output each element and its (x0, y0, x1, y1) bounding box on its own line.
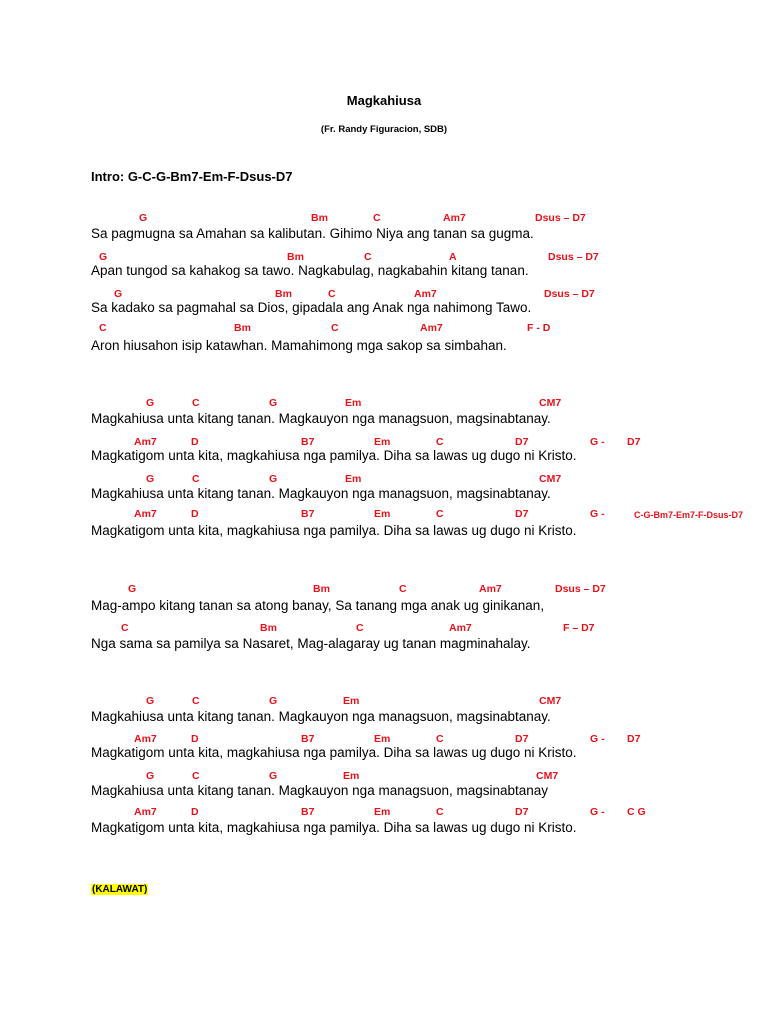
chord: C (99, 322, 107, 334)
chord: Am7 (134, 806, 157, 818)
chord: D7 (627, 733, 641, 745)
chord-line (0, 583, 768, 597)
lyric-line: Magkahiusa unta kitang tanan. Magkauyon nga managsuon, magsinabtanay. (91, 486, 551, 501)
chord: C (364, 251, 372, 263)
chord-line (0, 508, 768, 522)
chord: C (436, 436, 444, 448)
chord: Am7 (479, 583, 502, 595)
chord: D (191, 733, 199, 745)
chord-line (0, 397, 768, 411)
chord: F - D (527, 322, 551, 334)
chord: Bm (313, 583, 330, 595)
song-author: (Fr. Randy Figuracion, SDB) (320, 124, 448, 135)
song-title: Magkahiusa (346, 93, 422, 108)
chord: C (373, 212, 381, 224)
chord: Bm (275, 288, 292, 300)
chord: G - (590, 806, 605, 818)
chord: D7 (627, 436, 641, 448)
chord-line (0, 806, 768, 820)
chord: CM7 (539, 473, 562, 485)
chord: Dsus – D7 (548, 251, 599, 263)
chord: Em (343, 695, 360, 707)
chord: Am7 (134, 733, 157, 745)
chord: Em (345, 473, 362, 485)
lyric-line: Sa kadako sa pagmahal sa Dios, gipadala ang Anak nga nahimong Tawo. (91, 300, 532, 315)
lyric-line: Sa pagmugna sa Amahan sa kalibutan. Gihimo Niya ang tanan sa gugma. (91, 226, 534, 241)
chord: G (146, 397, 155, 409)
chord-line (0, 473, 768, 487)
chord: D (191, 806, 199, 818)
chord: C (436, 806, 444, 818)
chord: G (99, 251, 108, 263)
chord: Am7 (420, 322, 443, 334)
chord: C-G-Bm7-Em7-F-Dsus-D7 (634, 510, 744, 520)
chord: Em (374, 733, 391, 745)
chord: C (192, 397, 200, 409)
chord: CM7 (539, 397, 562, 409)
lyric-line: Apan tungod sa kahakog sa tawo. Nagkabulag, nagkabahin kitang tanan. (91, 263, 529, 278)
chord: G (114, 288, 123, 300)
chord: C (399, 583, 407, 595)
chord: C (121, 622, 129, 634)
chord: G (269, 473, 278, 485)
chord: B7 (301, 436, 315, 448)
chord: Bm (311, 212, 328, 224)
chord: D7 (515, 436, 529, 448)
chord: CM7 (539, 695, 562, 707)
lyric-line: Nga sama sa pamilya sa Nasaret, Mag-alagaray ug tanan magminahalay. (91, 636, 531, 651)
lyric-line: Magkatigom unta kita, magkahiusa nga pamilya. Diha sa lawas ug dugo ni Kristo. (91, 523, 577, 538)
chord-line (0, 622, 768, 636)
chord: C (436, 508, 444, 520)
chord: Am7 (414, 288, 437, 300)
chord-line (0, 212, 768, 226)
chord: Dsus – D7 (535, 212, 586, 224)
chord: G (146, 695, 155, 707)
chord: Dsus – D7 (555, 583, 606, 595)
chord: F – D7 (563, 622, 595, 634)
lyric-line: Aron hiusahon isip katawhan. Mamahimong mga sakop sa simbahan. (91, 338, 507, 353)
chord: D (191, 508, 199, 520)
lyric-line: Magkatigom unta kita, magkahiusa nga pamilya. Diha sa lawas ug dugo ni Kristo. (91, 448, 577, 463)
chord: Bm (260, 622, 277, 634)
chord: Em (345, 397, 362, 409)
chord: Bm (234, 322, 251, 334)
chord: Em (374, 806, 391, 818)
lyric-line: Magkatigom unta kita, magkahiusa nga pamilya. Diha sa lawas ug dugo ni Kristo. (91, 820, 577, 835)
chord: B7 (301, 508, 315, 520)
kalawat-tag: (KALAWAT) (92, 884, 148, 895)
lyric-line: Mag-ampo kitang tanan sa atong banay, Sa tanang mga anak ug ginikanan, (91, 598, 545, 613)
chord: C (192, 770, 200, 782)
chord: G (269, 695, 278, 707)
chord: G (139, 212, 148, 224)
chord: Bm (287, 251, 304, 263)
chord: C (192, 695, 200, 707)
chord: G - (590, 733, 605, 745)
chord: C (356, 622, 364, 634)
chord: G - (590, 436, 605, 448)
chord: Em (374, 508, 391, 520)
chord: D7 (515, 733, 529, 745)
chord: G (269, 770, 278, 782)
chord: Dsus – D7 (544, 288, 595, 300)
chord: C (192, 473, 200, 485)
chord: Am7 (449, 622, 472, 634)
lyric-line: Magkahiusa unta kitang tanan. Magkauyon nga managsuon, magsinabtanay. (91, 411, 551, 426)
chord: CM7 (536, 770, 559, 782)
chord-line (0, 322, 768, 336)
chord: A (449, 251, 457, 263)
chord: G (146, 473, 155, 485)
chord: Am7 (443, 212, 466, 224)
chord: D7 (515, 508, 529, 520)
chord: C (331, 322, 339, 334)
chord: Em (374, 436, 391, 448)
chord: C G (627, 806, 646, 818)
chord: D (191, 436, 199, 448)
chord: D7 (515, 806, 529, 818)
lyric-line: Magkahiusa unta kitang tanan. Magkauyon nga managsuon, magsinabtanay. (91, 709, 551, 724)
chord: G (269, 397, 278, 409)
intro-chords: Intro: G-C-G-Bm7-Em-F-Dsus-D7 (91, 169, 293, 184)
chord: G - (590, 508, 605, 520)
chord: Em (343, 770, 360, 782)
chord: B7 (301, 733, 315, 745)
chord-line (0, 770, 768, 784)
lyric-line: Magkahiusa unta kitang tanan. Magkauyon nga managsuon, magsinabtanay (91, 783, 549, 798)
chord: Am7 (134, 436, 157, 448)
chord: C (436, 733, 444, 745)
lyric-line: Magkatigom unta kita, magkahiusa nga pamilya. Diha sa lawas ug dugo ni Kristo. (91, 745, 577, 760)
chord: G (128, 583, 137, 595)
chord-line (0, 695, 768, 709)
chord: Am7 (134, 508, 157, 520)
chord: C (328, 288, 336, 300)
chord: G (146, 770, 155, 782)
chord: B7 (301, 806, 315, 818)
